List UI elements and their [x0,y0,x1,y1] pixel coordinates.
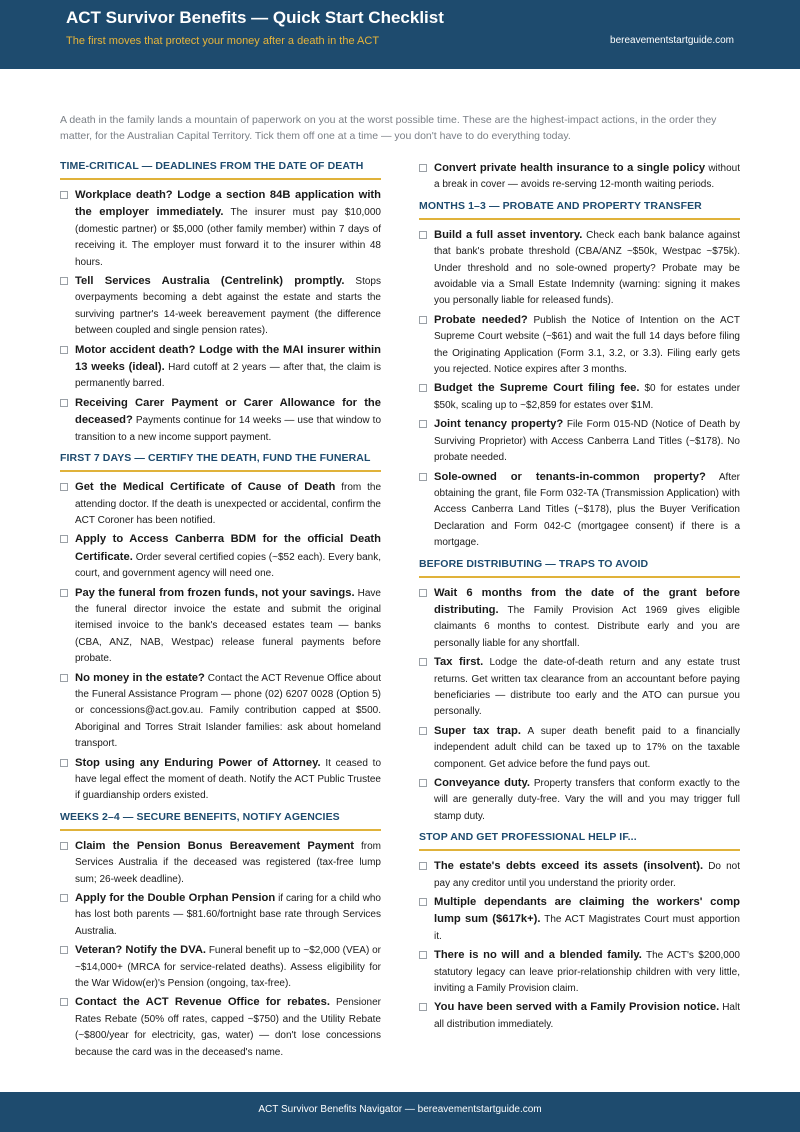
checklist-item [60,942,381,992]
item-detail: Halt all distribution immediately. [434,1002,740,1030]
item-detail: Lodge the date-of-death return and any estate trust returns. Get written tax clearance from an accountant before paying beneficiaries — distribute too early and the ATO can pursue you personally. [434,657,741,718]
site-link[interactable]: bereavementstartguide.com [610,35,734,46]
checkbox[interactable] [419,1003,427,1011]
item-detail: Contact the ACT Revenue Office about the Funeral Assistance Program — phone (02) 6207 0028 (Option 5) or concessions@act.gov.au. Family contribution capped at $500. Aboriginal and Torres Strait Islander families: ask about homeland transport. [75,672,381,750]
section-title: WEEKS 2–4 — SECURE BENEFITS, NOTIFY AGENCIES [60,811,381,831]
item-lead: Super tax trap. [434,724,521,737]
checklist-item [60,273,381,340]
checkbox[interactable] [60,946,68,954]
item-detail: Payments continue for 14 weeks — use that window to transition to a new income support payment. [75,415,382,443]
item-detail: Check each bank balance against that bank's probate threshold (CBA/ANZ ~$50k, Westpac ~$75k). Under threshold and no sole-owned property? Probate may be avoidable via a Small Estate Indemnity (warning: signing it makes you personally liable for released funds). [434,229,741,307]
item-detail: File Form 015-ND (Notice of Death by Surviving Proprietor) with Access Canberra Land Titles (~$178). No probate needed. [434,419,740,464]
item-lead: Get the Medical Certificate of Cause of Death [75,481,336,494]
item-detail: Have the funeral director invoice the estate and submit the original itemised invoice to the bank's deceased estates team — banks (CBA, ANZ, NAB, Westpac) release funeral payments before probate. [75,587,381,665]
item-detail: from the attending doctor. If the death is unexpected or accidental, confirm the ACT Coroner has been notified. [75,482,382,526]
item-lead: Conveyance duty. [434,777,531,789]
section-title: FIRST 7 DAYS — CERTIFY THE DEATH, FUND THE FUNERAL [60,452,381,472]
checklist-section [419,831,740,1033]
item-detail: The insurer must pay $10,000 (domestic partner) or $5,000 (other family member) within 7 days of receiving it. The employer must forward it to the insurer within 48 hours. [75,207,381,268]
checkbox[interactable] [60,399,68,407]
checklist-item [60,585,381,668]
item-lead: Sole-owned or tenants-in-common property? [434,470,706,483]
item-lead: Contact the ACT Revenue Office for rebates. [75,996,330,1009]
checkbox[interactable] [419,473,427,481]
item-lead: Probate needed? [434,313,528,326]
item-lead: Stop using any Enduring Power of Attorney. [75,756,321,769]
checklist-item [60,479,381,529]
item-lead: The estate's debts exceed its assets (insolvent). [434,860,704,873]
item-lead: Budget the Supreme Court filing fee. [434,382,640,395]
checkbox[interactable] [419,164,427,172]
item-detail: Property transfers that conform exactly to the will are generally duty-free. Vary the will and you may trigger full stamp duty. [434,778,740,822]
checklist-item [60,994,381,1061]
checklist-item [419,380,740,414]
intro-text: A death in the family lands a mountain of paperwork on you at the worst possible time. These are the highest-impact actions, in the order they matter, for the Australian Capital Territory. Tick them off one at a time — you don't have to do everything today. [60,114,717,142]
checklist-section [419,558,740,826]
checkbox[interactable] [60,842,68,850]
item-lead: Pay the funeral from frozen funds, not your savings. [75,586,355,599]
item-detail: The ACT Magistrates Court must apportion it. [434,914,740,942]
checklist-item [60,187,381,271]
section-title: BEFORE DISTRIBUTING — TRAPS TO AVOID [419,558,740,578]
checklist-item [419,775,740,825]
page-subtitle: The first moves that protect your money after a death in the ACT [66,35,380,47]
checklist-item [419,894,740,945]
checklist-item [419,227,740,310]
item-detail: Publish the Notice of Intention on the ACT Supreme Court website (~$61) and wait the full 14 days before filing the Originating Application (Form 3.1, 3.2, or 3.3). Filing early gets you rejected. Notice expires after 3 months. [434,314,741,376]
item-lead: No money in the estate? [75,671,205,684]
checklist-section [60,452,381,805]
checkbox[interactable] [60,483,68,491]
checklist-item [419,858,740,892]
checklist-section [60,811,381,1061]
item-detail: Funeral benefit up to ~$2,000 (VEA) or ~$14,000+ (MRCA for service-related deaths). Assess eligibility for the War Widow(er)'s Pension (ongoing, tax-free). [75,945,381,990]
item-lead: Tax first. [434,656,484,669]
checklist-item [419,999,740,1033]
checklist-section [60,160,381,446]
checklist-item [419,160,740,194]
section-title: MONTHS 1–3 — PROBATE AND PROPERTY TRANSFER [419,200,740,220]
right-column [419,160,740,1039]
item-lead: Apply for the Double Orphan Pension [75,892,276,905]
item-lead: Motor accident death? Lodge with the MAI insurer within 13 weeks (ideal). [75,343,381,374]
checkbox[interactable] [60,346,68,354]
checkbox[interactable] [60,277,68,285]
checklist-item [419,585,740,653]
checkbox[interactable] [60,894,68,902]
left-column [60,160,381,1067]
checkbox[interactable] [419,231,427,239]
checkbox[interactable] [419,951,427,959]
checklist-item [60,531,381,582]
checklist-item [419,469,740,552]
item-lead: Veteran? Notify the DVA. [75,944,207,957]
checkbox[interactable] [419,384,427,392]
page-header [0,0,800,69]
checklist-item [419,654,740,721]
section-title: TIME-CRITICAL — DEADLINES FROM THE DATE OF DEATH [60,160,381,180]
checklist-item [419,947,740,997]
checklist-item [60,670,381,753]
item-detail: Hard cutoff at 2 years — after that, the claim is permanently barred. [75,362,381,390]
checklist-item [419,312,740,379]
checkbox[interactable] [419,589,427,597]
checklist-item [60,395,381,446]
checklist-item [419,416,740,466]
checklist-item [60,342,381,393]
item-detail: Order several certified copies (~$52 each). Every bank, court, and government agency will need one. [75,551,382,580]
checkbox[interactable] [60,535,68,543]
checkbox[interactable] [419,316,427,324]
item-lead: Convert private health insurance to a single policy [434,162,706,174]
item-detail: After obtaining the grant, file Form 032-TA (Transmission Application) with Access Canberra Land Titles (~$178), plus the Buyer Verification Declaration and Form 042-C (mortgagee consent) if there is a mortgage. [434,471,740,549]
checkbox[interactable] [419,898,427,906]
checklist-section [419,160,740,194]
item-detail: Do not pay any creditor until you understand the priority order. [434,861,740,889]
item-detail: The ACT's $200,000 statutory legacy can leave prior-relationship children with very little, inviting a Family Provision claim. [434,950,740,995]
checklist-item [60,890,381,940]
item-detail: from Services Australia if the deceased was registered (tax-free lump sum; 26-week deadline). [75,840,381,885]
item-lead: Build a full asset inventory. [434,228,583,241]
item-detail: $0 for estates under $50k, scaling up to ~$2,859 for estates over $1M. [434,383,741,411]
checkbox[interactable] [419,862,427,870]
item-lead: Claim the Pension Bonus Bereavement Payment [75,839,355,852]
item-detail: Pensioner Rates Rebate (50% off rates, capped ~$750) and the Utility Rebate (~$800/year for electricity, gas, water) — don't lose concessions because the card was in the deceased's name. [75,997,382,1058]
checkbox[interactable] [419,727,427,735]
page-title: ACT Survivor Benefits — Quick Start Checklist [66,8,444,27]
checkbox[interactable] [60,191,68,199]
item-lead: Multiple dependants are claiming the workers' comp lump sum ($617k+). [434,896,740,926]
item-lead: There is no will and a blended family. [434,949,642,962]
checklist-item [419,723,740,773]
checkbox[interactable] [60,759,68,767]
checkbox[interactable] [419,420,427,428]
checklist-section [419,200,740,552]
section-title: STOP AND GET PROFESSIONAL HELP IF... [419,831,740,851]
checkbox[interactable] [419,779,427,787]
item-lead: Wait 6 months from the date of the grant before distributing. [434,586,740,616]
checkbox[interactable] [60,998,68,1006]
item-detail: It ceased to have legal effect the moment of death. Notify the ACT Public Trustee if guardianship orders existed. [75,757,382,802]
item-lead: Tell Services Australia (Centrelink) promptly. [75,275,345,288]
page-footer: ACT Survivor Benefits Navigator — bereavementstartguide.com [0,1092,800,1132]
item-detail: if caring for a child who has lost both parents — $81.60/fortnight base rate through Services Australia. [75,893,381,937]
item-detail: The Family Provision Act 1969 gives eligible claimants 6 months to contest. Distribute early and you are personally liable for any shortfall. [434,604,740,649]
item-lead: Workplace death? Lodge a section 84B application with the employer immediately. [75,189,381,219]
checklist-item [60,755,381,805]
checkbox[interactable] [60,674,68,682]
item-lead: Apply to Access Canberra BDM for the official Death Certificate. [75,533,381,563]
item-detail: Stops overpayments becoming a debt against the estate and starts the surviving partner's 14-week bereavement payment (the difference between coupled and single pension rates). [75,276,381,337]
checkbox[interactable] [60,589,68,597]
item-detail: without a break in cover — avoids re-serving 12-month waiting periods. [434,163,741,191]
item-detail: A super death benefit paid to a financially independent adult child can be taxed up to 17% on the taxable component. Get advice before the fund pays out. [434,725,740,770]
checkbox[interactable] [419,658,427,666]
item-lead: Joint tenancy property? [434,418,564,431]
item-lead: You have been served with a Family Provision notice. [434,1001,720,1014]
checklist-item [60,838,381,888]
item-lead: Receiving Carer Payment or Carer Allowance for the deceased? [75,396,381,427]
